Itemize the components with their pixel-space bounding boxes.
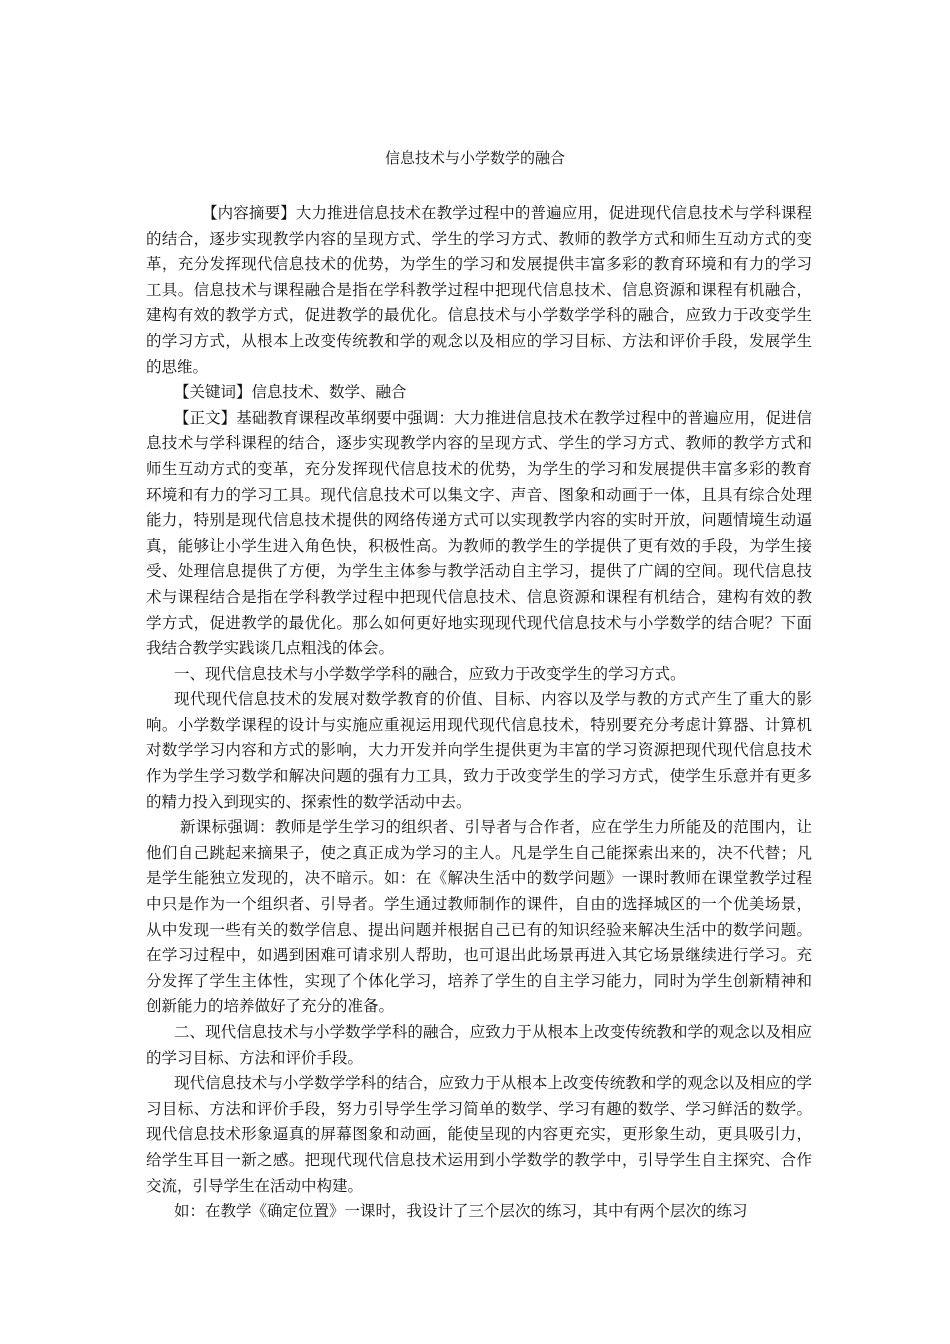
keywords-paragraph: 【关键词】信息技术、数学、融合 bbox=[174, 383, 407, 402]
document-title: 信息技术与小学数学的融合 bbox=[384, 149, 565, 167]
section-1-paragraph-1: 现代现代信息技术的发展对数学教育的价值、目标、内容以及学与教的方式产生了重大的影响。小学数学课程的设计与实施应重视运用现代现代信息技术，特别要充分考虑计算器、计算机对数学学习内容和方式的影响，大力开发并向学生提供更为丰富的学习资源把现代现代信息技术作为学生学习数学和解决问题的强有力工具，致力于改变学生的学习方式，使学生乐意并有更多的精力投入到现实的、探索性的数学活动中去。 bbox=[146, 690, 812, 811]
section-2-paragraph-2: 如：在教学《确定位置》一课时，我设计了三个层次的练习，其中有两个层次的练习 bbox=[174, 1202, 748, 1221]
section-heading-2: 二、现代信息技术与小学数学学科的融合，应致力于从根本上改变传统教和学的观念以及相应的学习目标、方法和评价手段。 bbox=[146, 1023, 812, 1067]
document-body bbox=[146, 201, 812, 1225]
abstract-paragraph: 【内容摘要】大力推进信息技术在教学过程中的普遍应用，促进现代信息技术与学科课程的结合，逐步实现教学内容的呈现方式、学生的学习方式、教师的教学方式和师生互动方式的变革，充分发挥现代信息技术的优势，为学生的学习和发展提供丰富多彩的教育环境和有力的学习工具。信息技术与课程融合是指在学科教学过程中把现代信息技术、信息资源和课程有机融合，建构有效的教学方式，促进教学的最优化。信息技术与小学数学学科的融合，应致力于改变学生的学习方式，从根本上改变传统教和学的观念以及相应的学习目标、方法和评价手段，发展学生的思维。 bbox=[146, 204, 812, 376]
section-1-paragraph-2: 新课标强调：教师是学生学习的组织者、引导者与合作者，应在学生力所能及的范围内，让他们自己跳起来摘果子，使之真正成为学习的主人。凡是学生自己能探索出来的，决不代替；凡是学生能独立发现的，决不暗示。如：在《解决生活中的数学问题》一课时教师在课堂教学过程中只是作为一个组织者、引导者。学生通过教师制作的课件，自由的选择城区的一个优美场景，从中发现一些有关的数学信息、提出问题并根据自己已有的知识经验来解决生活中的数学问题。在学习过程中，如遇到困难可请求别人帮助，也可退出此场景再进入其它场景继续进行学习。充分发挥了学生主体性，实现了个体化学习，培养了学生的自主学习能力，同时为学生创新精神和创新能力的培养做好了充分的准备。 bbox=[146, 818, 812, 1016]
main-text-paragraph: 【正文】基础教育课程改革纲要中强调：大力推进信息技术在教学过程中的普遍应用，促进信息技术与学科课程的结合，逐步实现教学内容的呈现方式、学生的学习方式、教师的教学方式和师生互动方式的变革，充分发挥现代信息技术的优势，为学生的学习和发展提供丰富多彩的教育环境和有力的学习工具。现代信息技术可以集文字、声音、图象和动画于一体，且具有综合处理能力，特别是现代信息技术提供的网络传递方式可以实现教学内容的实时开放，问题情境生动逼真，能够让小学生进入角色快，积极性高。为教师的教学生的学提供了更有效的手段，为学生接受、处理信息提供了方便，为学生主体参与教学活动自主学习，提供了广阔的空间。现代信息技术与课程结合是指在学科教学过程中把现代信息技术、信息资源和课程有机结合，建构有效的教学方式，促进教学的最优化。那么如何更好地实现现代现代信息技术与小学数学的结合呢？下面我结合教学实践谈几点粗浅的体会。 bbox=[146, 408, 812, 658]
section-2-paragraph-1: 现代信息技术与小学数学学科的结合，应致力于从根本上改变传统教和学的观念以及相应的学习目标、方法和评价手段，努力引导学生学习简单的数学、学习有趣的数学、学习鲜活的数学。现代信息技术形象逼真的屏幕图象和动画，能使呈现的内容更充实，更形象生动，更具吸引力，给学生耳目一新之感。把现代现代信息技术运用到小学数学的教学中，引导学生自主探究、合作交流，引导学生在活动中构建。 bbox=[146, 1074, 812, 1195]
section-heading-1: 一、现代信息技术与小学数学学科的融合，应致力于改变学生的学习方式。 bbox=[174, 664, 686, 683]
